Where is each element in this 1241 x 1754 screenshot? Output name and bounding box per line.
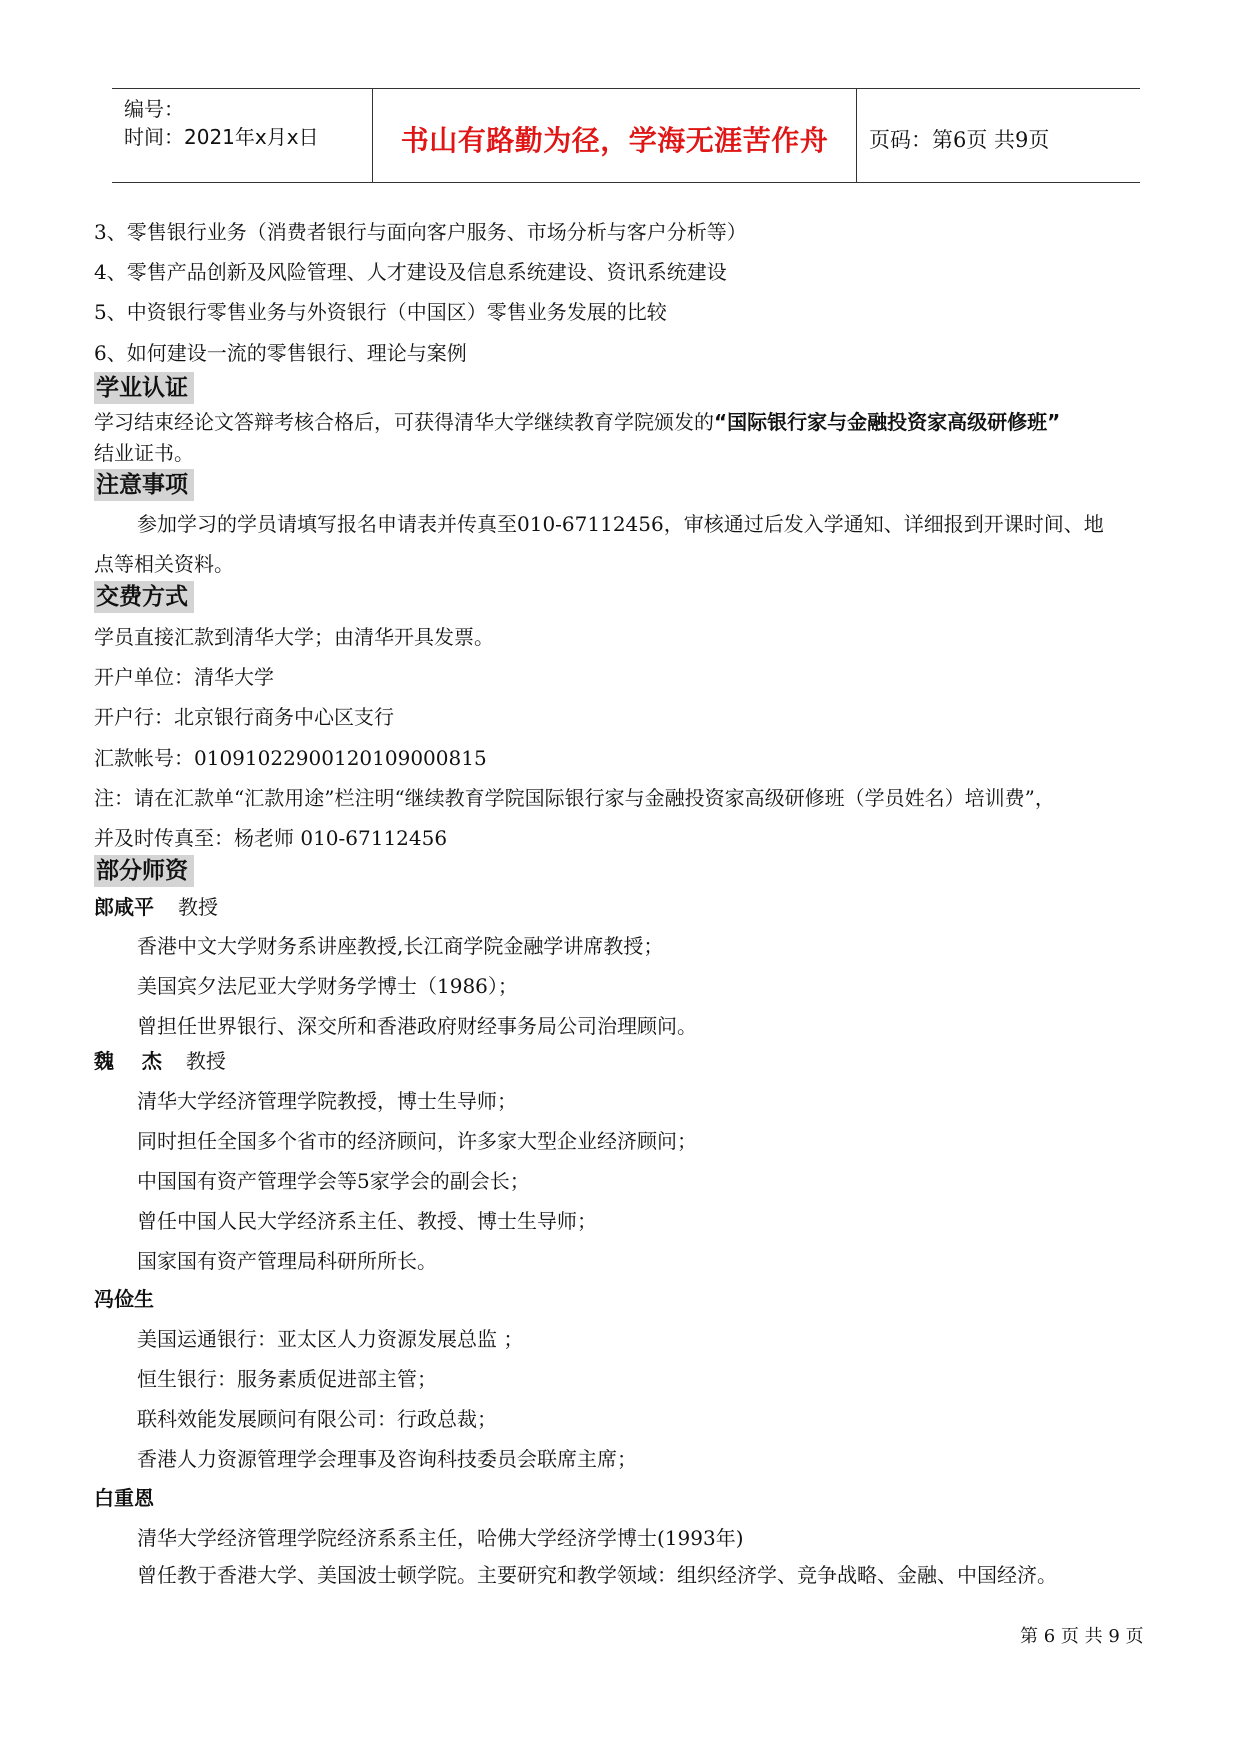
cert-text-end: 结业证书。 bbox=[94, 441, 194, 465]
payment-line: 并及时传真至：杨老师 010-67112456 bbox=[94, 826, 448, 850]
payment-line: 开户单位：清华大学 bbox=[94, 665, 274, 689]
faculty-name: 郎咸平 教授 bbox=[94, 895, 218, 919]
code-label: 编号： bbox=[124, 97, 184, 121]
page-label: 页码：第6页 共9页 bbox=[869, 128, 1050, 152]
faculty-name: 冯俭生 bbox=[94, 1287, 154, 1311]
payment-line: 注：请在汇款单“汇款用途”栏注明“继续教育学院国际银行家与金融投资家高级研修班（学员姓名）培训费”， bbox=[94, 786, 1055, 810]
notice-line-2: 点等相关资料。 bbox=[94, 552, 234, 576]
header-page-cell bbox=[857, 89, 1140, 182]
page-header bbox=[112, 88, 1140, 183]
faculty-bio-line: 美国运通银行：亚太区人力资源发展总监 ； bbox=[137, 1327, 524, 1351]
page-footer: 第 6 页 共 9 页 bbox=[1020, 1626, 1144, 1647]
section-heading-faculty: 部分师资 bbox=[94, 855, 194, 887]
faculty-bio-line: 曾任中国人民大学经济系主任、教授、博士生导师； bbox=[137, 1209, 597, 1233]
section-heading-cert: 学业认证 bbox=[94, 372, 194, 404]
payment-line: 汇款帐号：01091022900120109000815 bbox=[94, 746, 487, 770]
faculty-bio-line: 曾任教于香港大学、美国波士顿学院。主要研究和教学领域：组织经济学、竞争战略、金融、中国经济。 bbox=[137, 1563, 1057, 1587]
section-heading-payment: 交费方式 bbox=[94, 581, 194, 613]
cert-text bbox=[94, 406, 1060, 435]
faculty-bio-line: 美国宾夕法尼亚大学财务学博士（1986）； bbox=[137, 974, 518, 998]
faculty-title: 教授 bbox=[178, 895, 218, 919]
notice-line-1: 参加学习的学员请填写报名申请表并传真至010-67112456，审核通过后发入学通知、详细报到开课时间、地 bbox=[137, 512, 1104, 536]
faculty-bio-line: 香港中文大学财务系讲座教授,长江商学院金融学讲席教授； bbox=[137, 934, 664, 958]
faculty-bio-line: 曾担任世界银行、深交所和香港政府财经事务局公司治理顾问。 bbox=[137, 1014, 697, 1038]
list-item: 3、零售银行业务（消费者银行与面向客户服务、市场分析与客户分析等） bbox=[94, 220, 747, 244]
motto: 书山有路勤为径，学海无涯苦作舟 bbox=[400, 124, 829, 157]
list-item: 6、如何建设一流的零售银行、理论与案例 bbox=[94, 341, 467, 365]
faculty-bio-line: 中国国有资产管理学会等5家学会的副会长； bbox=[137, 1169, 530, 1193]
header-meta bbox=[112, 89, 372, 182]
faculty-name: 魏 杰 教授 bbox=[94, 1049, 226, 1073]
list-item: 4、零售产品创新及风险管理、人才建设及信息系统建设、资讯系统建设 bbox=[94, 260, 727, 284]
faculty-bio-line: 香港人力资源管理学会理事及咨询科技委员会联席主席； bbox=[137, 1447, 637, 1471]
payment-line: 开户行：北京银行商务中心区支行 bbox=[94, 705, 394, 729]
faculty-bio-line: 清华大学经济管理学院教授，博士生导师； bbox=[137, 1089, 517, 1113]
faculty-bio-line: 清华大学经济管理学院经济系系主任，哈佛大学经济学博士(1993年) bbox=[137, 1526, 744, 1550]
faculty-bio-line: 联科效能发展顾问有限公司：行政总裁； bbox=[137, 1407, 497, 1431]
list-item: 5、中资银行零售业务与外资银行（中国区）零售业务发展的比较 bbox=[94, 300, 667, 324]
cert-text-a: 学习结束经论文答辩考核合格后，可获得清华大学继续教育学院颁发的 bbox=[94, 410, 714, 434]
faculty-bio-line: 恒生银行：服务素质促进部主管； bbox=[137, 1367, 437, 1391]
payment-line: 学员直接汇款到清华大学；由清华开具发票。 bbox=[94, 625, 494, 649]
header-motto-cell bbox=[372, 89, 857, 182]
faculty-title: 教授 bbox=[185, 1049, 226, 1073]
section-heading-notice: 注意事项 bbox=[94, 469, 194, 501]
faculty-bio-line: 国家国有资产管理局科研所所长。 bbox=[137, 1249, 437, 1273]
faculty-bio-line: 同时担任全国多个省市的经济顾问，许多家大型企业经济顾问； bbox=[137, 1129, 697, 1153]
date-label: 时间：2021年x月x日 bbox=[124, 125, 319, 149]
cert-program-name: “国际银行家与金融投资家高级研修班” bbox=[714, 410, 1061, 434]
faculty-name: 白重恩 bbox=[94, 1486, 154, 1510]
